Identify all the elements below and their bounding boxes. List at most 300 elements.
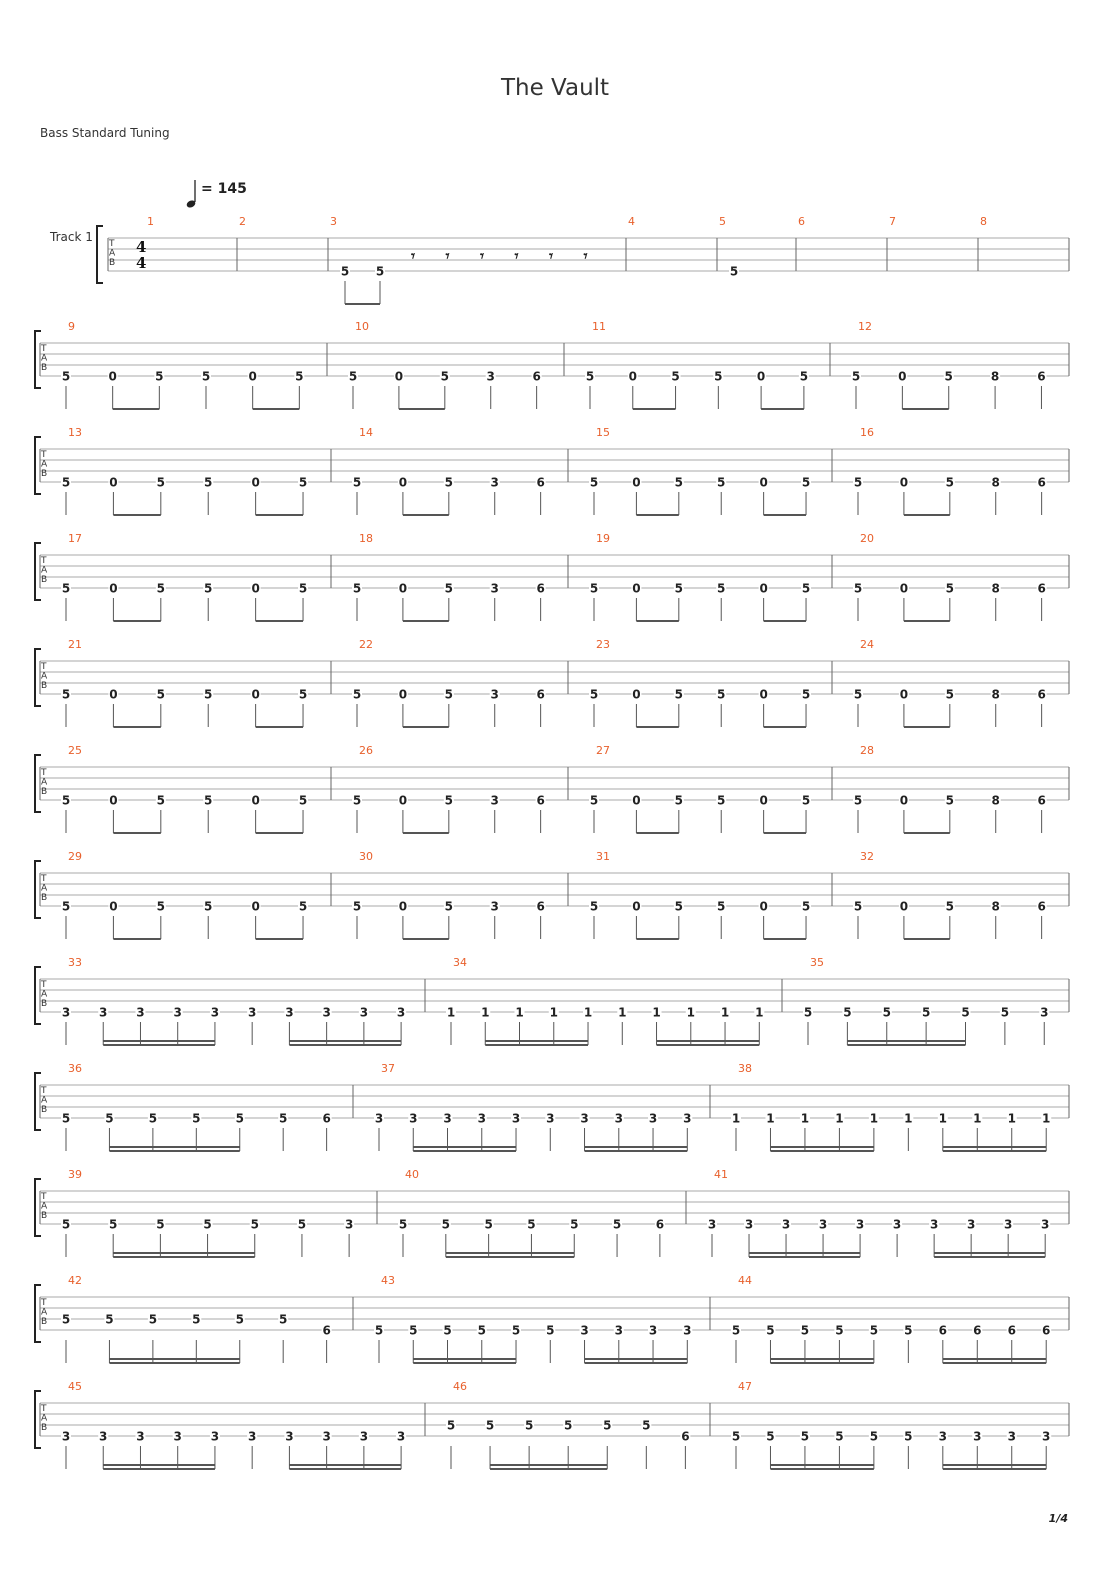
- fret-number: 6: [536, 793, 545, 808]
- measure-number: 30: [359, 850, 373, 863]
- measure-number: 19: [596, 532, 610, 545]
- measure-number: 26: [359, 744, 373, 757]
- fret-number: 5: [61, 899, 71, 914]
- fret-number: 5: [945, 581, 954, 596]
- fret-number: 0: [109, 687, 118, 702]
- fret-number: 0: [898, 369, 907, 384]
- tab-system: [35, 638, 1069, 727]
- fret-number: 5: [298, 687, 308, 702]
- fret-number: 0: [109, 899, 118, 914]
- fret-number: 5: [766, 1323, 775, 1338]
- fret-number: 3: [929, 1217, 939, 1232]
- fret-number: 1: [973, 1111, 982, 1126]
- fret-number: 5: [564, 1418, 573, 1433]
- eighth-rest-icon: 𝄾: [480, 247, 484, 265]
- fret-number: 3: [99, 1429, 108, 1444]
- fret-number: 0: [759, 581, 768, 596]
- fret-number: 5: [799, 369, 809, 384]
- fret-number: 0: [251, 581, 260, 596]
- measure-number: 32: [860, 850, 874, 863]
- fret-number: 5: [589, 687, 599, 702]
- fret-number: 5: [204, 475, 213, 490]
- measure-number: 35: [810, 956, 824, 969]
- measure-number: 27: [596, 744, 610, 757]
- tab-clef-letter: B: [41, 1317, 48, 1327]
- fret-number: 5: [801, 899, 811, 914]
- fret-number: 0: [109, 475, 118, 490]
- fret-number: 3: [61, 1429, 71, 1444]
- fret-number: 5: [853, 899, 863, 914]
- fret-number: 1: [446, 1005, 456, 1020]
- fret-number: 3: [247, 1005, 257, 1020]
- fret-number: 5: [204, 687, 213, 702]
- tab-clef-letter: B: [41, 469, 48, 479]
- fret-number: 1: [755, 1005, 764, 1020]
- fret-number: 5: [298, 581, 308, 596]
- fret-number: 5: [527, 1217, 536, 1232]
- fret-number: 5: [105, 1312, 114, 1327]
- fret-number: 5: [295, 369, 304, 384]
- measure-number: 1: [147, 215, 154, 228]
- page-number: 1/4: [1048, 1512, 1068, 1525]
- fret-number: 3: [210, 1429, 220, 1444]
- tab-clef-letter: A: [41, 1413, 48, 1424]
- fret-number: 1: [1007, 1111, 1016, 1126]
- fret-number: 0: [759, 475, 768, 490]
- measure-number: 21: [68, 638, 82, 651]
- measure-number: 20: [860, 532, 874, 545]
- measure-number: 9: [68, 320, 75, 333]
- measure-number: 11: [592, 320, 606, 333]
- fret-number: 6: [1007, 1323, 1016, 1338]
- fret-number: 3: [477, 1111, 486, 1126]
- fret-number: 0: [899, 687, 909, 702]
- fret-number: 5: [61, 1217, 71, 1232]
- fret-number: 5: [801, 581, 811, 596]
- fret-number: 0: [251, 899, 260, 914]
- tab-clef-letter: A: [41, 459, 48, 470]
- fret-number: 5: [61, 1312, 71, 1327]
- fret-number: 3: [546, 1111, 555, 1126]
- fret-number: 3: [247, 1429, 257, 1444]
- fret-number: 5: [674, 581, 683, 596]
- fret-number: 5: [235, 1312, 244, 1327]
- fret-number: 6: [532, 369, 541, 384]
- fret-number: 5: [298, 899, 308, 914]
- fret-number: 3: [648, 1323, 658, 1338]
- fret-number: 5: [589, 475, 599, 490]
- tab-clef-letter: T: [41, 768, 47, 778]
- fret-number: 5: [835, 1323, 844, 1338]
- fret-number: 5: [485, 1418, 495, 1433]
- fret-number: 5: [869, 1429, 879, 1444]
- fret-number: 6: [1037, 369, 1046, 384]
- fret-number: 5: [843, 1005, 852, 1020]
- track-name: Track 1: [50, 230, 93, 244]
- fret-number: 0: [759, 899, 768, 914]
- fret-number: 0: [759, 687, 768, 702]
- fret-number: 5: [352, 475, 362, 490]
- measure-number: 28: [860, 744, 874, 757]
- fret-number: 5: [800, 1429, 810, 1444]
- fret-number: 3: [396, 1429, 406, 1444]
- tab-clef-letter: B: [41, 1423, 48, 1433]
- fret-number: 6: [1037, 687, 1046, 702]
- measure-number: 31: [596, 850, 610, 863]
- fret-number: 8: [991, 687, 1000, 702]
- fret-number: 5: [945, 793, 954, 808]
- measure-number: 46: [453, 1380, 467, 1393]
- fret-number: 5: [904, 1429, 913, 1444]
- fret-number: 5: [156, 581, 165, 596]
- tab-clef-letter: A: [41, 989, 48, 1000]
- fret-number: 5: [374, 1323, 384, 1338]
- fret-number: 0: [109, 581, 118, 596]
- fret-number: 5: [944, 369, 953, 384]
- fret-number: 5: [235, 1111, 244, 1126]
- measure-number: 5: [719, 215, 726, 228]
- fret-number: 1: [515, 1005, 524, 1020]
- fret-number: 3: [409, 1111, 418, 1126]
- fret-number: 3: [344, 1217, 354, 1232]
- fret-number: 5: [717, 793, 726, 808]
- fret-number: 6: [1037, 475, 1046, 490]
- fret-number: 5: [511, 1323, 521, 1338]
- fret-number: 3: [61, 1005, 71, 1020]
- fret-number: 3: [855, 1217, 865, 1232]
- measure-number: 25: [68, 744, 82, 757]
- fret-number: 3: [322, 1429, 331, 1444]
- fret-number: 5: [801, 475, 811, 490]
- fret-number: 5: [570, 1217, 579, 1232]
- fret-number: 5: [674, 793, 683, 808]
- tab-clef-letter: B: [109, 258, 116, 268]
- fret-number: 5: [444, 581, 453, 596]
- fret-number: 5: [109, 1217, 118, 1232]
- fret-number: 1: [1042, 1111, 1051, 1126]
- fret-number: 3: [1003, 1217, 1013, 1232]
- fret-number: 3: [580, 1111, 589, 1126]
- fret-number: 6: [655, 1217, 665, 1232]
- fret-number: 0: [899, 793, 909, 808]
- fret-number: 3: [490, 475, 499, 490]
- fret-number: 3: [490, 899, 499, 914]
- fret-number: 3: [322, 1005, 331, 1020]
- fret-number: 5: [201, 369, 211, 384]
- fret-number: 3: [173, 1005, 182, 1020]
- fret-number: 0: [628, 369, 637, 384]
- measure-number: 33: [68, 956, 82, 969]
- fret-number: 5: [589, 581, 599, 596]
- fret-number: 5: [674, 899, 683, 914]
- fret-number: 5: [105, 1111, 114, 1126]
- fret-number: 0: [398, 687, 408, 702]
- eighth-rest-icon: 𝄾: [549, 247, 553, 265]
- measure-number: 15: [596, 426, 610, 439]
- fret-number: 5: [835, 1429, 844, 1444]
- fret-number: 1: [731, 1111, 741, 1126]
- tab-clef-letter: B: [41, 681, 48, 691]
- fret-number: 5: [961, 1005, 970, 1020]
- fret-number: 0: [632, 793, 641, 808]
- measure-number: 8: [980, 215, 987, 228]
- eighth-rest-icon: 𝄾: [411, 247, 415, 265]
- fret-number: 5: [250, 1217, 259, 1232]
- fret-number: 5: [61, 1111, 71, 1126]
- fret-number: 0: [394, 369, 404, 384]
- tempo-marking: [186, 180, 247, 209]
- fret-number: 3: [396, 1005, 406, 1020]
- fret-number: 5: [148, 1312, 158, 1327]
- measure-number: 6: [798, 215, 805, 228]
- fret-number: 3: [683, 1111, 692, 1126]
- tab-clef-letter: B: [41, 999, 48, 1009]
- fret-number: 5: [204, 899, 213, 914]
- fret-number: 3: [285, 1005, 294, 1020]
- tab-system: [35, 956, 1069, 1045]
- fret-number: 3: [490, 581, 499, 596]
- fret-number: 5: [279, 1111, 288, 1126]
- fret-number: 6: [536, 899, 545, 914]
- fret-number: 5: [443, 1323, 452, 1338]
- fret-number: 3: [490, 687, 499, 702]
- fret-number: 3: [938, 1429, 947, 1444]
- fret-number: 3: [359, 1429, 369, 1444]
- measure-number: 7: [889, 215, 896, 228]
- fret-number: 1: [481, 1005, 490, 1020]
- fret-number: 3: [490, 793, 499, 808]
- tab-clef-letter: T: [41, 1298, 47, 1308]
- tab-clef-letter: T: [41, 980, 47, 990]
- fret-number: 6: [938, 1323, 947, 1338]
- fret-number: 0: [248, 369, 257, 384]
- fret-number: 0: [398, 899, 408, 914]
- eighth-rest-icon: 𝄾: [445, 247, 450, 265]
- tab-clef-letter: A: [41, 353, 48, 364]
- fret-number: 5: [204, 581, 213, 596]
- measure-number: 12: [858, 320, 872, 333]
- fret-number: 3: [511, 1111, 521, 1126]
- fret-number: 5: [398, 1217, 408, 1232]
- fret-number: 5: [298, 475, 308, 490]
- fret-number: 3: [285, 1429, 294, 1444]
- fret-number: 0: [899, 899, 909, 914]
- fret-number: 5: [671, 369, 680, 384]
- fret-number: 5: [674, 687, 683, 702]
- fret-number: 0: [108, 369, 117, 384]
- fret-number: 1: [800, 1111, 810, 1126]
- tab-clef-letter: A: [109, 248, 116, 259]
- fret-number: 1: [686, 1005, 695, 1020]
- fret-number: 3: [818, 1217, 828, 1232]
- tab-system: [35, 426, 1069, 515]
- fret-number: 5: [921, 1005, 931, 1020]
- fret-number: 3: [99, 1005, 108, 1020]
- tab-clef-letter: A: [41, 777, 48, 788]
- fret-number: 5: [192, 1111, 201, 1126]
- fret-number: 3: [173, 1429, 182, 1444]
- fret-number: 6: [1037, 899, 1046, 914]
- measure-number: 47: [738, 1380, 752, 1393]
- fret-number: 5: [853, 581, 863, 596]
- fret-number: 5: [444, 687, 453, 702]
- fret-number: 5: [61, 581, 71, 596]
- eighth-rest-icon: 𝄾: [514, 247, 519, 265]
- tab-clef-letter: T: [41, 556, 47, 566]
- fret-number: 5: [352, 899, 362, 914]
- tab-system: [35, 1274, 1069, 1363]
- fret-number: 3: [614, 1323, 623, 1338]
- tab-clef-letter: T: [41, 1192, 47, 1202]
- fret-number: 1: [618, 1005, 627, 1020]
- fret-number: 5: [156, 1217, 165, 1232]
- fret-number: 5: [717, 475, 726, 490]
- fret-number: 5: [440, 369, 449, 384]
- tab-clef-letter: A: [41, 1201, 48, 1212]
- fret-number: 5: [61, 369, 71, 384]
- fret-number: 5: [61, 475, 71, 490]
- fret-number: 5: [297, 1217, 307, 1232]
- fret-number: 3: [1042, 1429, 1051, 1444]
- fret-number: 3: [359, 1005, 369, 1020]
- fret-number: 5: [156, 475, 165, 490]
- measure-number: 18: [359, 532, 373, 545]
- fret-number: 5: [192, 1312, 201, 1327]
- tab-system: [35, 850, 1069, 939]
- fret-number: 0: [632, 581, 641, 596]
- fret-number: 6: [322, 1111, 331, 1126]
- fret-number: 3: [614, 1111, 623, 1126]
- measure-number: 41: [714, 1168, 728, 1181]
- tab-clef-letter: T: [41, 450, 47, 460]
- fret-number: 3: [707, 1217, 717, 1232]
- fret-number: 3: [1007, 1429, 1016, 1444]
- fret-number: 3: [1040, 1005, 1049, 1020]
- measure-number: 42: [68, 1274, 82, 1287]
- song-title: The Vault: [500, 75, 610, 101]
- measure-number: 23: [596, 638, 610, 651]
- fret-number: 5: [352, 581, 362, 596]
- fret-number: 5: [717, 687, 726, 702]
- fret-number: 0: [109, 793, 118, 808]
- system-bracket: [97, 226, 103, 283]
- fret-number: 0: [759, 793, 768, 808]
- fret-number: 3: [580, 1323, 589, 1338]
- fret-number: 0: [756, 369, 766, 384]
- fret-number: 5: [156, 793, 165, 808]
- fret-number: 1: [549, 1005, 558, 1020]
- fret-number: 5: [352, 793, 362, 808]
- fret-number: 5: [477, 1323, 486, 1338]
- fret-number: 5: [444, 475, 453, 490]
- measure-number: 3: [330, 215, 337, 228]
- eighth-rest-icon: 𝄾: [583, 247, 588, 265]
- fret-number: 5: [714, 369, 723, 384]
- tab-clef-letter: B: [41, 1211, 48, 1221]
- fret-number: 1: [720, 1005, 730, 1020]
- fret-number: 5: [444, 793, 453, 808]
- tab-clef-letter: B: [41, 363, 48, 373]
- fret-number: 3: [136, 1429, 145, 1444]
- measure-number: 38: [738, 1062, 752, 1075]
- fret-number: 5: [869, 1323, 879, 1338]
- fret-number: 5: [717, 899, 726, 914]
- fret-number: 5: [155, 369, 164, 384]
- fret-number: 3: [1041, 1217, 1050, 1232]
- fret-number: 0: [398, 581, 408, 596]
- fret-number: 5: [409, 1323, 418, 1338]
- fret-number: 5: [945, 899, 954, 914]
- fret-number: 5: [589, 899, 599, 914]
- fret-number: 5: [585, 369, 595, 384]
- tab-clef-letter: T: [109, 239, 115, 249]
- time-signature-top: 4: [136, 238, 147, 256]
- fret-number: 8: [991, 899, 1000, 914]
- fret-number: 6: [973, 1323, 982, 1338]
- fret-number: 5: [803, 1005, 813, 1020]
- tab-clef-letter: B: [41, 575, 48, 585]
- time-signature-bottom: 4: [136, 254, 147, 272]
- fret-number: 0: [251, 793, 260, 808]
- tab-clef-letter: T: [41, 1086, 47, 1096]
- fret-number: 0: [251, 475, 260, 490]
- fret-number: 5: [945, 475, 954, 490]
- fret-number: 5: [340, 264, 350, 279]
- fret-number: 5: [1000, 1005, 1010, 1020]
- fret-number: 5: [446, 1418, 456, 1433]
- fret-number: 3: [892, 1217, 902, 1232]
- fret-number: 1: [904, 1111, 913, 1126]
- tab-clef-letter: A: [41, 883, 48, 894]
- tab-clef-letter: A: [41, 1095, 48, 1106]
- fret-number: 5: [882, 1005, 891, 1020]
- fret-number: 6: [536, 581, 545, 596]
- tab-clef-letter: T: [41, 662, 47, 672]
- tab-system: [35, 1062, 1069, 1151]
- fret-number: 3: [966, 1217, 976, 1232]
- tab-clef-letter: A: [41, 565, 48, 576]
- fret-number: 5: [642, 1418, 651, 1433]
- fret-number: 0: [251, 687, 260, 702]
- tab-system: [97, 215, 1069, 304]
- fret-number: 5: [612, 1217, 622, 1232]
- fret-number: 3: [744, 1217, 754, 1232]
- fret-number: 3: [683, 1323, 692, 1338]
- measure-number: 13: [68, 426, 82, 439]
- tab-clef-letter: B: [41, 1105, 48, 1115]
- fret-number: 0: [632, 475, 641, 490]
- fret-number: 5: [801, 793, 811, 808]
- tab-clef-letter: T: [41, 344, 47, 354]
- fret-number: 8: [991, 581, 1000, 596]
- fret-number: 5: [853, 687, 863, 702]
- fret-number: 5: [524, 1418, 534, 1433]
- fret-number: 3: [973, 1429, 982, 1444]
- fret-number: 5: [674, 475, 683, 490]
- fret-number: 5: [546, 1323, 555, 1338]
- measure-number: 40: [405, 1168, 419, 1181]
- fret-number: 1: [583, 1005, 593, 1020]
- fret-number: 8: [991, 475, 1000, 490]
- fret-number: 6: [1037, 581, 1046, 596]
- fret-number: 3: [486, 369, 495, 384]
- fret-number: 5: [603, 1418, 612, 1433]
- measure-number: 37: [381, 1062, 395, 1075]
- measure-number: 17: [68, 532, 82, 545]
- fret-number: 5: [801, 687, 811, 702]
- fret-number: 5: [156, 899, 165, 914]
- fret-number: 1: [652, 1005, 661, 1020]
